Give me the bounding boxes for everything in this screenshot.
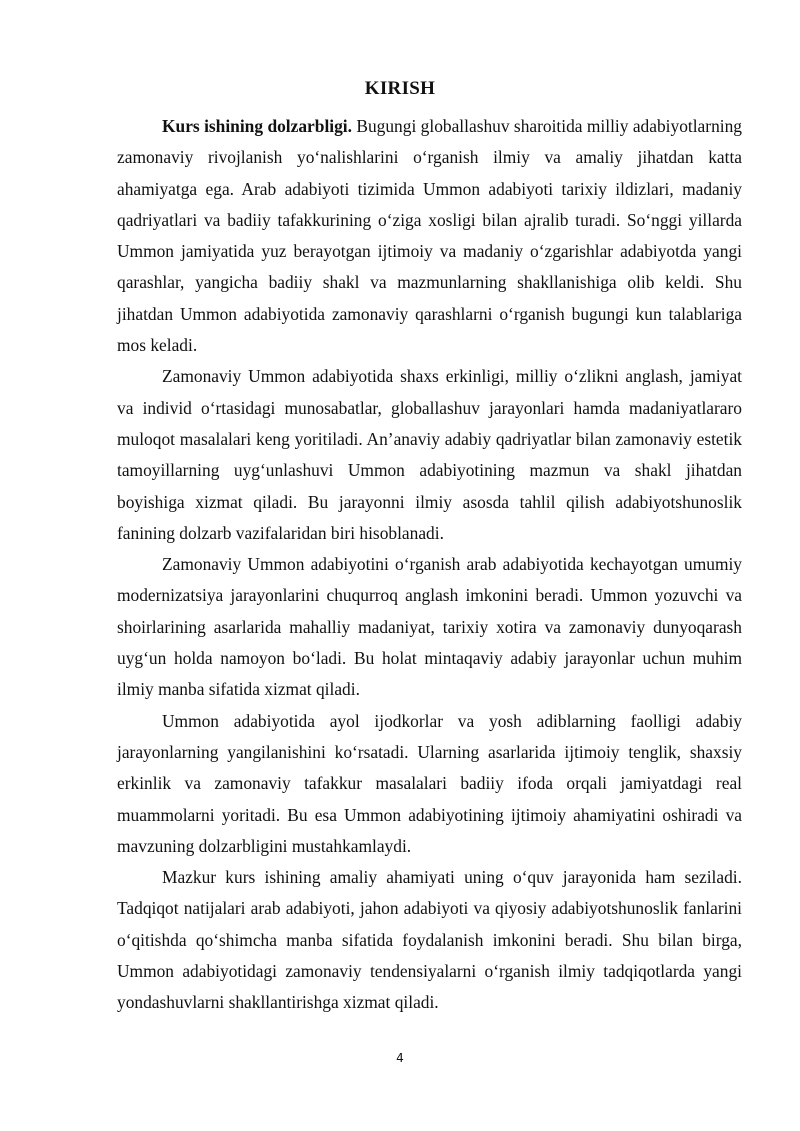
paragraph-lead: Kurs ishining dolzarbligi.: [162, 116, 352, 136]
paragraph: Zamonaviy Ummon adabiyotini o‘rganish arab adabiyotida kechayotgan umumiy modernizatsiya jarayonlarini chuqurroq anglash imkonini beradi. Ummon yozuvchi va shoirlarining asarlarida mahalliy madaniyat, tarixiy xotira va zamonaviy dunyoqarash uyg‘un holda namoyon bo‘ladi. Bu holat mintaqaviy adabiy jarayonlar uchun muhim ilmiy manba sifatida xizmat qiladi.: [117, 554, 742, 700]
paragraph: Ummon adabiyotida ayol ijodkorlar va yosh adiblarning faolligi adabiy jarayonlarning yangilanishini ko‘rsatadi. Ularning asarlarida ijtimoiy tenglik, shaxsiy erkinlik va zamonaviy tafakkur masalalari badiiy ifoda orqali jamiyatdagi real muammolarni yoritadi. Bu esa Ummon adabiyotining ijtimoiy ahamiyatini oshiradi va mavzuning dolzarbligini mustahkamlaydi.: [117, 710, 742, 856]
paragraph: Zamonaviy Ummon adabiyotida shaxs erkinligi, milliy o‘zlikni anglash, jamiyat va individ o‘rtasidagi munosabatlar, globallashuv jarayonlari hamda madaniyatlararo muloqot masalalari keng yoritiladi. An’anaviy adabiy qadriyatlar bilan zamonaviy estetik tamoyillarning uyg‘unlashuvi Ummon adabiyotining mazmun va shakl jihatdan boyishiga xizmat qiladi. Bu jarayonni ilmiy asosda tahlil qilish adabiyotshunoslik fanining dolzarb vazifalaridan biri hisoblanadi.: [117, 366, 742, 543]
paragraph-relevance: [117, 111, 742, 361]
page-number: 4: [396, 1051, 404, 1065]
paragraph: Mazkur kurs ishining amaliy ahamiyati uning o‘quv jarayonida ham seziladi. Tadqiqot natijalari arab adabiyoti, jahon adabiyoti va qiyosiy adabiyotshunoslik fanlarini o‘qitishda qo‘shimcha manba sifatida foydalanish imkonini beradi. Shu bilan birga, Ummon adabiyotidagi zamonaviy tendensiyalarni o‘rganish ilmiy tadqiqotlarda yangi yondashuvlarni shakllantirishga xizmat qiladi.: [117, 867, 742, 1013]
document-body: [117, 111, 742, 1019]
paragraph-text: Bugungi globallashuv sharoitida milliy adabiyotlarning zamonaviy rivojlanish yo‘nalishlarini o‘rganish ilmiy va amaliy jihatdan katta ahamiyatga ega. Arab adabiyoti tizimida Ummon adabiyoti tarixiy ildizlari, madaniy qadriyatlari va badiiy tafakkurining o‘ziga xosligi bilan ajralib turadi. So‘nggi yillarda Ummon jamiyatida yuz berayotgan ijtimoiy va madaniy o‘zgarishlar adabiyotda yangi qarashlar, yangicha badiiy shakl va mazmunlarning shakllanishiga olib keldi. Shu jihatdan Ummon adabiyotida zamonaviy qarashlarni o‘rganish bugungi kun talablariga mos keladi.: [117, 116, 742, 356]
section-title: KIRISH: [364, 78, 436, 99]
